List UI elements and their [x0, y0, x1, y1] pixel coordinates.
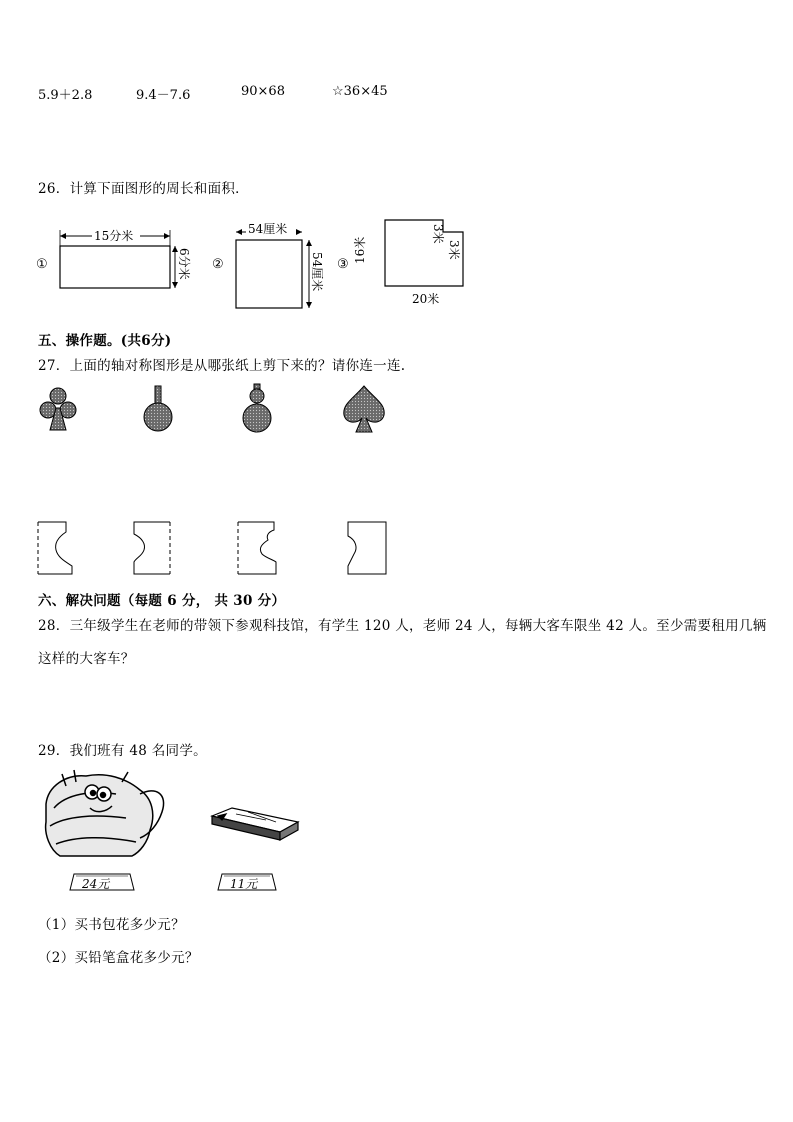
spade-shape[interactable]	[344, 386, 384, 432]
section6-heading: 六、解决问题（每题 6 分， 共 30 分）	[38, 593, 286, 609]
fig3-number: ③	[337, 257, 349, 272]
q28-line2: 这样的大客车？	[38, 651, 135, 667]
fig2-number: ②	[212, 257, 224, 272]
calc-item-4: ☆36×45	[332, 84, 388, 99]
club-shape	[40, 388, 76, 430]
fig2-square	[236, 240, 302, 308]
q29-stem: 29．我们班有 48 名同学。	[38, 743, 207, 759]
q26-stem: 26．计算下面图形的周长和面积．	[38, 181, 249, 197]
q29-illustration	[36, 764, 316, 898]
calc-item-1: 5.9＋2.8	[38, 88, 93, 103]
gourd-shape-1[interactable]	[144, 386, 172, 431]
backpack-price: 24元	[82, 877, 110, 891]
fig1-rectangle	[60, 246, 170, 288]
backpack-price-tag	[70, 874, 134, 891]
fig1-height-label: 6分米	[177, 248, 191, 280]
q27-shapes	[30, 382, 410, 438]
pencil-box-price: 11元	[230, 877, 258, 891]
backpack-image	[46, 770, 164, 856]
fig1-width-label: 15分米	[94, 229, 134, 243]
paper-b[interactable]	[134, 522, 170, 574]
paper-c[interactable]	[238, 522, 276, 574]
fig2-height-label: 54厘米	[310, 252, 324, 292]
pencil-box-price-tag	[218, 874, 276, 891]
fig1-number: ①	[36, 257, 48, 272]
q27-stem: 27．上面的轴对称图形是从哪张纸上剪下来的？请你连一连.	[38, 358, 406, 374]
q29-sub2: （2）买铅笔盒花多少元？	[38, 950, 199, 966]
calc-item-2: 9.4－7.6	[136, 88, 191, 103]
fig3-notch-w-label: 3米	[447, 240, 461, 260]
fig2-width-label: 54厘米	[248, 222, 288, 236]
section5-heading: 五、操作题。(共6分)	[38, 333, 172, 349]
paper-d[interactable]	[348, 522, 386, 574]
q28-line1: 28．三年级学生在老师的带领下参观科技馆，有学生 120 人，老师 24 人，每辆大客车限坐 42 人。至少需要租用几辆	[38, 618, 767, 634]
fig3-notch-h-label: 3米	[431, 224, 445, 244]
q27-papers	[30, 518, 410, 578]
gourd-shape-2[interactable]	[243, 384, 271, 432]
fig3-left-label: 16米	[353, 236, 367, 264]
q26-figures	[30, 210, 490, 310]
q29-sub1: （1）买书包花多少元？	[38, 917, 185, 933]
pencil-box-image	[212, 808, 298, 840]
calc-item-3: 90×68	[241, 84, 285, 99]
paper-a[interactable]	[38, 522, 72, 574]
fig3-bottom-label: 20米	[412, 292, 440, 306]
